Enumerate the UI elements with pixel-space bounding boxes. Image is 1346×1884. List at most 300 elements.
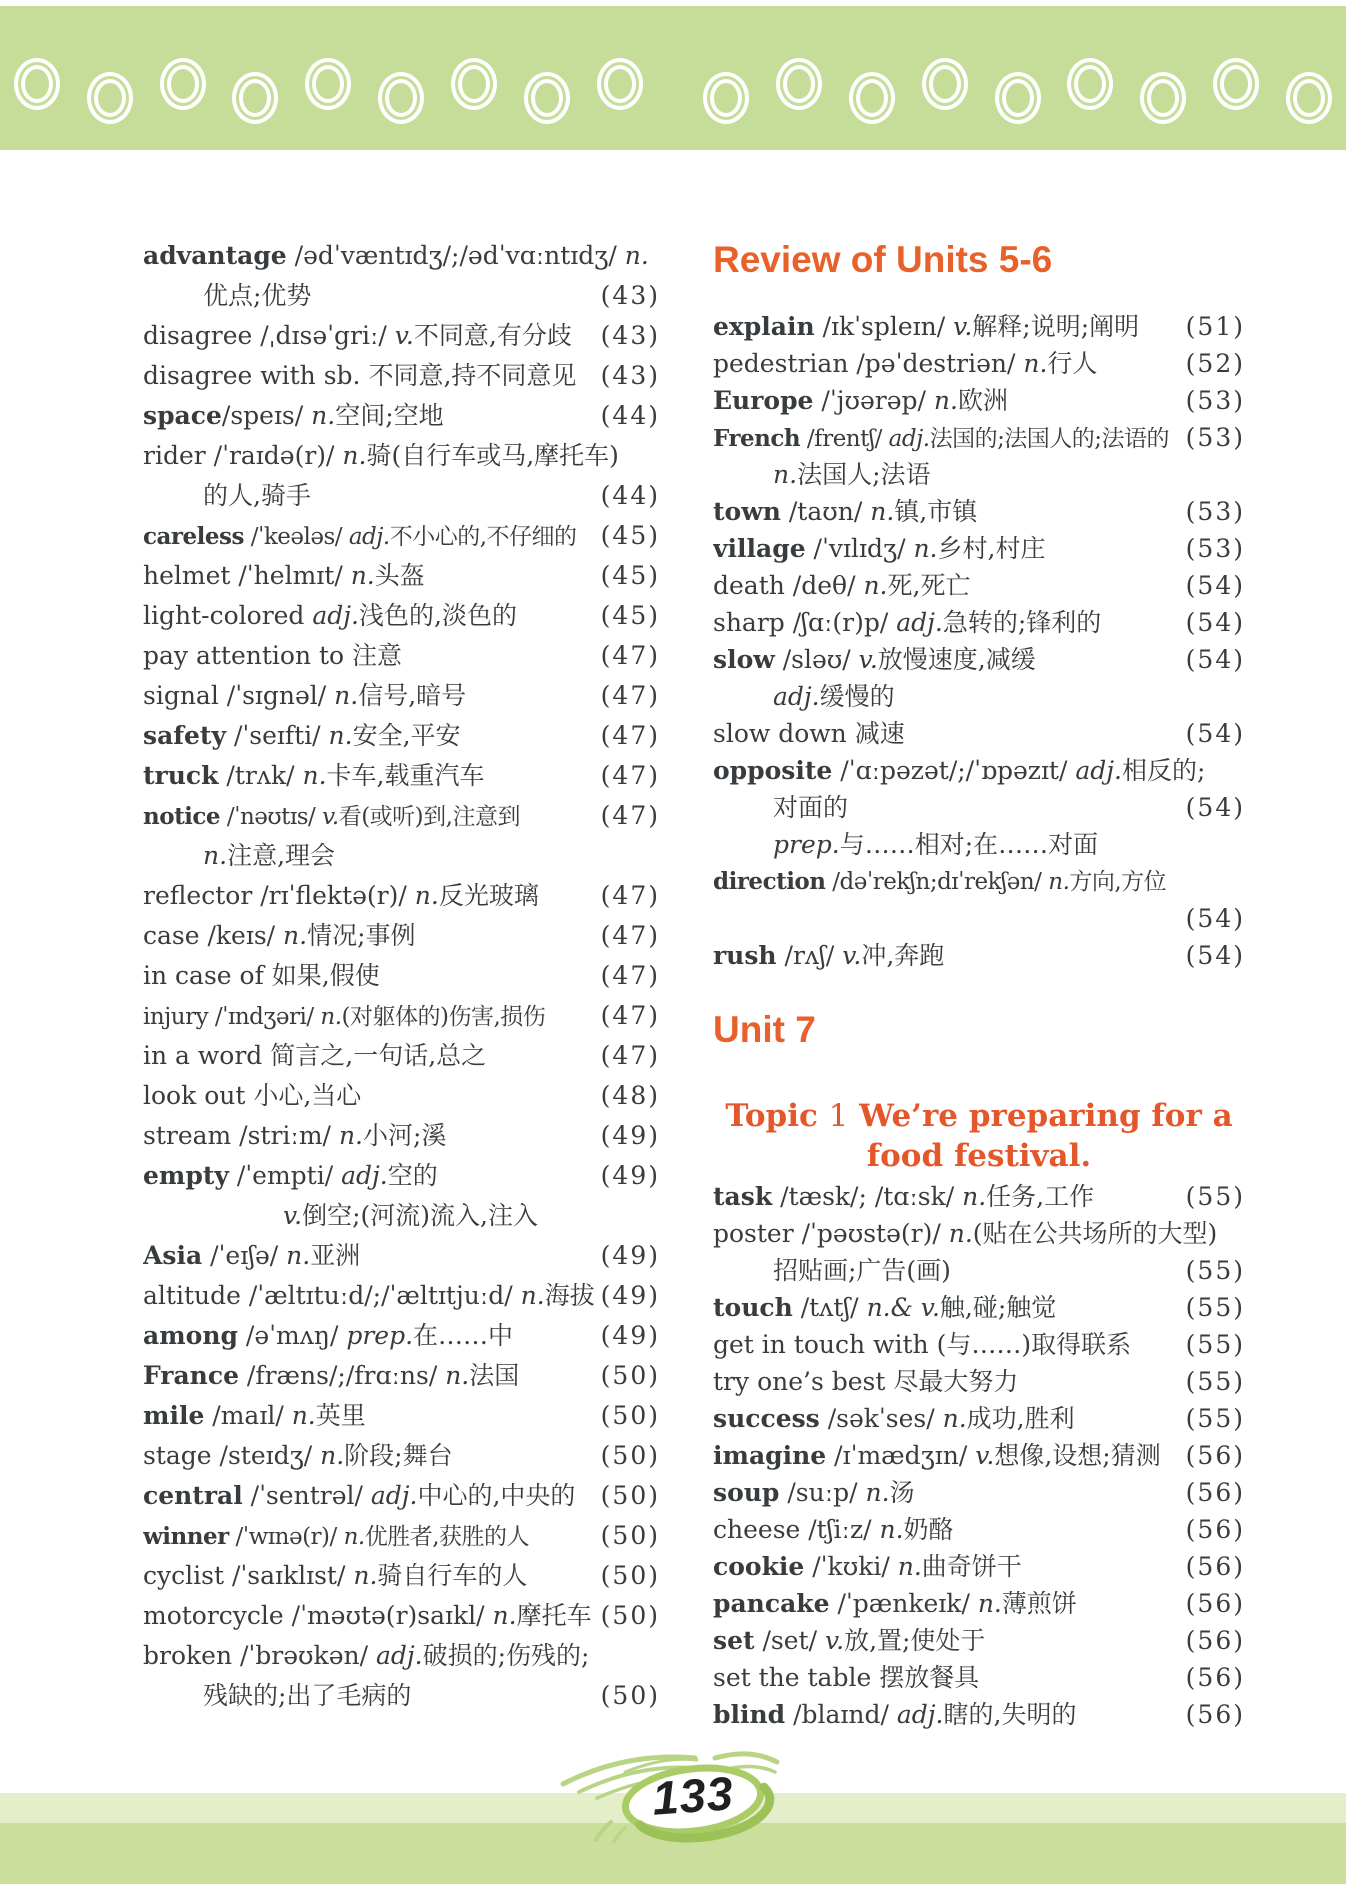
pos-label: v. bbox=[824, 1626, 845, 1655]
entry-text: 行人 bbox=[1047, 349, 1098, 378]
entry-body bbox=[713, 715, 905, 752]
page-ref: (54) bbox=[1185, 645, 1245, 674]
entry-body bbox=[143, 1276, 595, 1316]
page-ref: (47) bbox=[600, 881, 660, 910]
entry-body bbox=[143, 1036, 486, 1076]
entry-line bbox=[143, 1236, 660, 1276]
entry-text: 死,死亡 bbox=[887, 571, 971, 600]
entry-text: 骑自行车的人 bbox=[377, 1561, 528, 1590]
headword: success bbox=[713, 1404, 820, 1433]
entry-body bbox=[713, 937, 944, 974]
page-ref: (48) bbox=[600, 1081, 660, 1110]
entry-line bbox=[713, 937, 1245, 974]
entry-text: 空间;空地 bbox=[335, 401, 444, 430]
entry-line bbox=[713, 419, 1245, 456]
entry-body bbox=[713, 308, 1139, 345]
entry-text: injury /ˈɪndʒəri/ bbox=[143, 1004, 321, 1030]
entry-line bbox=[713, 1622, 1245, 1659]
entry-text: /ˈnəʊtɪs/ bbox=[220, 804, 323, 830]
pos-label: adj. bbox=[375, 1641, 423, 1670]
entry-text: 对面的 bbox=[773, 793, 849, 822]
topic-header-line bbox=[713, 1096, 1245, 1136]
headword: safety bbox=[143, 721, 227, 750]
pos-label: n. bbox=[350, 561, 375, 590]
page-number: 133 bbox=[650, 1766, 736, 1825]
headword: opposite bbox=[713, 756, 833, 785]
entry-line bbox=[143, 836, 660, 876]
page-ref: (47) bbox=[600, 721, 660, 750]
pos-label: n. bbox=[311, 401, 336, 430]
entry-text: altitude /ˈæltɪtuːd/;/ˈæltɪtjuːd/ bbox=[143, 1281, 521, 1310]
entry-text: 小河;溪 bbox=[363, 1121, 447, 1150]
page-ref: (56) bbox=[1185, 1626, 1245, 1655]
ring-icon bbox=[305, 58, 351, 110]
entry-text: 放慢速度,减缓 bbox=[877, 645, 1036, 674]
page-ref: (56) bbox=[1185, 1441, 1245, 1470]
entry-body bbox=[143, 1596, 592, 1636]
pos-label: n. bbox=[286, 1241, 311, 1270]
entry-text: 头盔 bbox=[374, 561, 425, 590]
headword: set bbox=[713, 1626, 755, 1655]
entry-line bbox=[713, 1585, 1245, 1622]
pos-label: v. bbox=[322, 804, 339, 830]
entry-body bbox=[143, 1556, 527, 1596]
entry-line bbox=[713, 567, 1245, 604]
entry-body bbox=[143, 1396, 366, 1436]
pos-label: n. bbox=[520, 1281, 545, 1310]
entry-line bbox=[143, 1676, 660, 1716]
ring-icon bbox=[922, 58, 968, 110]
entry-text: 想像,设想;猜测 bbox=[994, 1441, 1161, 1470]
pos-label: n. bbox=[302, 761, 327, 790]
entry-body bbox=[143, 436, 619, 476]
entry-text: light-colored bbox=[143, 601, 313, 630]
entry-line bbox=[143, 756, 660, 796]
entry-text: 冲,奔跑 bbox=[861, 941, 945, 970]
pos-label: v. bbox=[394, 321, 414, 350]
entry-line bbox=[713, 715, 1245, 752]
entry-line bbox=[713, 752, 1245, 789]
entry-body bbox=[713, 530, 1045, 567]
entry-line bbox=[143, 1596, 660, 1636]
pos-label: n. bbox=[338, 1121, 363, 1150]
entry-line bbox=[713, 493, 1245, 530]
entry-text: 解释;说明;阐明 bbox=[972, 312, 1140, 341]
pos-label: n. bbox=[492, 1601, 517, 1630]
entry-text: /rʌʃ/ bbox=[776, 941, 843, 970]
entry-body bbox=[713, 1696, 1076, 1733]
entry-body bbox=[143, 756, 484, 796]
entry-text: 卡车,载重汽车 bbox=[326, 761, 485, 790]
topic-text: food festival. bbox=[866, 1138, 1092, 1174]
entry-text: 瞎的,失明的 bbox=[943, 1700, 1077, 1729]
entry-text: /ˈɑːpəzət/;/ˈɒpəzɪt/ bbox=[832, 756, 1076, 785]
entry-text: 薄煎饼 bbox=[1001, 1589, 1077, 1618]
entry-text: (对躯体的)伤害,损伤 bbox=[341, 1004, 546, 1030]
entry-line bbox=[713, 1511, 1245, 1548]
ring-icon bbox=[849, 72, 895, 124]
entry-line bbox=[143, 556, 660, 596]
entry-text: cheese /tʃiːz/ bbox=[713, 1515, 880, 1544]
entry-body bbox=[203, 1676, 411, 1716]
headword: blind bbox=[713, 1700, 786, 1729]
entry-line bbox=[713, 1400, 1245, 1437]
page-ref: (56) bbox=[1185, 1552, 1245, 1581]
ring-icon bbox=[87, 72, 133, 124]
page-ref: (54) bbox=[1185, 941, 1245, 970]
entry-line bbox=[143, 1276, 660, 1316]
pos-label: n. bbox=[203, 841, 228, 870]
pos-label: n. bbox=[863, 571, 888, 600]
page-ref: (50) bbox=[600, 1401, 660, 1430]
pos-label: n.& v. bbox=[866, 1293, 940, 1322]
entry-body bbox=[143, 916, 416, 956]
entry-text: death /deθ/ bbox=[713, 571, 864, 600]
pos-label: adj. bbox=[896, 1700, 944, 1729]
ring-icon bbox=[524, 72, 570, 124]
entry-text: 看(或听)到,注意到 bbox=[338, 804, 520, 830]
headword: touch bbox=[713, 1293, 793, 1322]
entry-text: 情况;事例 bbox=[307, 921, 416, 950]
page-ref: (47) bbox=[600, 921, 660, 950]
page-ref: (50) bbox=[600, 1361, 660, 1390]
page-ref: (47) bbox=[600, 761, 660, 790]
page-ref: (55) bbox=[1185, 1293, 1245, 1322]
entry-text: 招贴画;广告(画) bbox=[773, 1256, 951, 1285]
headword: central bbox=[143, 1481, 243, 1510]
page-ref: (43) bbox=[600, 361, 660, 390]
entry-line bbox=[143, 1076, 660, 1116]
headword: mile bbox=[143, 1401, 205, 1430]
pos-label: n. bbox=[320, 1004, 342, 1030]
pos-label: n. bbox=[962, 1182, 987, 1211]
page-ref: (55) bbox=[1185, 1256, 1245, 1285]
entry-line bbox=[143, 1356, 660, 1396]
entry-body bbox=[143, 956, 380, 996]
section-header: Unit 7 bbox=[713, 1009, 816, 1050]
entry-body bbox=[143, 1636, 589, 1676]
page-header-band bbox=[0, 6, 1346, 150]
entry-text: look out 小心,当心 bbox=[143, 1081, 362, 1110]
entry-text: /sləʊ/ bbox=[774, 645, 859, 674]
entry-text: 相反的; bbox=[1121, 756, 1206, 785]
pos-label: n. bbox=[773, 460, 798, 489]
page-ref: (50) bbox=[600, 1521, 660, 1550]
pos-label: n. bbox=[1048, 869, 1070, 895]
page-ref: (53) bbox=[1185, 423, 1245, 452]
entry-body bbox=[143, 356, 576, 396]
ring-icon bbox=[1213, 58, 1259, 110]
entry-text: /tæsk/; /tɑːsk/ bbox=[772, 1182, 963, 1211]
entry-line bbox=[143, 596, 660, 636]
headword: among bbox=[143, 1321, 238, 1350]
headword: task bbox=[713, 1182, 773, 1211]
page-ref: (55) bbox=[1185, 1182, 1245, 1211]
pos-label: adj. bbox=[773, 682, 820, 711]
entry-text: 阶段;舞台 bbox=[344, 1441, 453, 1470]
headword: soup bbox=[713, 1478, 780, 1507]
entry-line bbox=[713, 900, 1245, 937]
entry-text: /ˈkʊki/ bbox=[804, 1552, 898, 1581]
entry-text: helmet /ˈhelmɪt/ bbox=[143, 561, 351, 590]
ring-pattern-decoration bbox=[0, 6, 1346, 150]
ring-icon bbox=[232, 72, 278, 124]
entry-body bbox=[203, 476, 311, 516]
entry-body bbox=[713, 1474, 915, 1511]
entry-body bbox=[143, 596, 517, 636]
entry-line bbox=[143, 436, 660, 476]
page-ref: (56) bbox=[1185, 1478, 1245, 1507]
page-ref: (47) bbox=[600, 801, 660, 830]
ring-icon bbox=[378, 72, 424, 124]
headword: slow bbox=[713, 645, 775, 674]
entry-text: /fræns/;/frɑːns/ bbox=[238, 1361, 446, 1390]
entry-text: 法国 bbox=[469, 1361, 520, 1390]
entry-line bbox=[143, 956, 660, 996]
entry-text: 成功,胜利 bbox=[966, 1404, 1075, 1433]
entry-body bbox=[713, 420, 1169, 458]
headword: village bbox=[713, 534, 806, 563]
entry-text: 破损的;伤残的; bbox=[422, 1641, 590, 1670]
page-ref: (53) bbox=[1185, 497, 1245, 526]
entry-body bbox=[143, 236, 649, 276]
entry-body bbox=[143, 1236, 360, 1276]
pos-label: n. bbox=[414, 881, 439, 910]
page-ref: (52) bbox=[1185, 349, 1245, 378]
ring-icon bbox=[1067, 58, 1113, 110]
page-ref: (50) bbox=[600, 1601, 660, 1630]
entry-text: 反光玻璃 bbox=[438, 881, 539, 910]
page-ref: (53) bbox=[1185, 386, 1245, 415]
entry-text: slow down 减速 bbox=[713, 719, 905, 748]
entry-line bbox=[143, 476, 660, 516]
entry-line bbox=[143, 876, 660, 916]
entry-text: /ˈwɪnə(r)/ bbox=[228, 1524, 344, 1550]
page-ref: (55) bbox=[1185, 1330, 1245, 1359]
entry-line bbox=[713, 1363, 1245, 1400]
entry-text: 安全,平安 bbox=[352, 721, 461, 750]
entry-body bbox=[143, 997, 545, 1037]
ring-icon bbox=[160, 58, 206, 110]
headword: rush bbox=[713, 941, 777, 970]
entry-body bbox=[713, 1511, 954, 1548]
entry-body bbox=[143, 556, 425, 596]
page-ref: (54) bbox=[1185, 608, 1245, 637]
entry-line bbox=[143, 316, 660, 356]
pos-label: n. bbox=[933, 386, 958, 415]
entry-body bbox=[713, 752, 1205, 789]
entry-text: 残缺的;出了毛病的 bbox=[203, 1681, 412, 1710]
entry-text: 汤 bbox=[889, 1478, 915, 1507]
pos-label: prep. bbox=[346, 1321, 414, 1350]
entry-body bbox=[713, 1400, 1075, 1437]
topic-text: 1 bbox=[828, 1098, 849, 1134]
headword: truck bbox=[143, 761, 219, 790]
entry-line bbox=[143, 1556, 660, 1596]
entry-line bbox=[713, 1437, 1245, 1474]
entry-body bbox=[713, 1289, 1056, 1326]
entry-body bbox=[283, 1196, 538, 1236]
entry-line bbox=[143, 916, 660, 956]
entry-text: 放,置;使处于 bbox=[844, 1626, 986, 1655]
entry-text: /trʌk/ bbox=[218, 761, 303, 790]
pos-label: n. bbox=[948, 1219, 973, 1248]
entry-text: /dəˈrekʃn;dɪˈrekʃən/ bbox=[825, 869, 1049, 895]
entry-text: 空的 bbox=[387, 1161, 438, 1190]
entry-body bbox=[143, 1116, 446, 1156]
pos-label: n. bbox=[865, 1478, 890, 1507]
entry-line bbox=[713, 1289, 1245, 1326]
entry-body bbox=[143, 876, 539, 916]
entry-text: 曲奇饼干 bbox=[921, 1552, 1022, 1581]
entry-text: /taʊn/ bbox=[780, 497, 871, 526]
entry-line bbox=[713, 382, 1245, 419]
entry-text: 亚洲 bbox=[310, 1241, 361, 1270]
page-ref: (50) bbox=[600, 1681, 660, 1710]
entry-line bbox=[713, 1178, 1245, 1215]
entry-text: 的人,骑手 bbox=[203, 481, 311, 510]
entry-text: /set/ bbox=[754, 1626, 825, 1655]
entry-body bbox=[773, 1252, 951, 1289]
page-ref: (56) bbox=[1185, 1700, 1245, 1729]
vocab-column-left bbox=[143, 236, 660, 1716]
pos-label: adj. bbox=[1075, 756, 1122, 785]
entry-body bbox=[713, 1178, 1094, 1215]
entry-text: set the table 摆放餐具 bbox=[713, 1663, 980, 1692]
entry-line bbox=[143, 676, 660, 716]
entries-block bbox=[713, 308, 1245, 974]
entry-text: 镇,市镇 bbox=[894, 497, 978, 526]
page-ref: (50) bbox=[600, 1481, 660, 1510]
entry-body bbox=[773, 456, 931, 493]
entry-line bbox=[713, 456, 1245, 493]
pos-label: v. bbox=[858, 645, 878, 674]
page-ref: (56) bbox=[1185, 1515, 1245, 1544]
entry-line bbox=[143, 516, 660, 556]
headword: space bbox=[143, 401, 222, 430]
entry-line bbox=[143, 636, 660, 676]
entry-body bbox=[773, 789, 848, 826]
topic-header bbox=[713, 1096, 1245, 1176]
entry-body bbox=[713, 1437, 1161, 1474]
page-ref: (55) bbox=[1185, 1404, 1245, 1433]
pos-label: n. bbox=[320, 1441, 345, 1470]
page-ref: (49) bbox=[600, 1321, 660, 1350]
entry-text: signal /ˈsɪgnəl/ bbox=[143, 681, 335, 710]
entry-body bbox=[713, 567, 970, 604]
page-ref: (50) bbox=[600, 1561, 660, 1590]
ring-icon bbox=[776, 58, 822, 110]
section-header: Review of Units 5-6 bbox=[713, 239, 1053, 280]
entry-body bbox=[713, 604, 1101, 641]
page-ref: (49) bbox=[600, 1281, 660, 1310]
entry-text: /frentʃ/ bbox=[800, 426, 889, 452]
headword: town bbox=[713, 497, 781, 526]
entry-line bbox=[713, 1696, 1245, 1733]
page-ref: (43) bbox=[600, 321, 660, 350]
entry-text: rider /ˈraɪdə(r)/ bbox=[143, 441, 343, 470]
headword: empty bbox=[143, 1161, 229, 1190]
pos-label: n. bbox=[334, 681, 359, 710]
entry-text: case /keɪs/ bbox=[143, 921, 284, 950]
pos-label: v. bbox=[975, 1441, 995, 1470]
entry-text: /speɪs/ bbox=[221, 401, 312, 430]
entry-text: /ˈkeələs/ bbox=[243, 524, 349, 550]
entry-line bbox=[143, 356, 660, 396]
entry-text: /səkˈses/ bbox=[819, 1404, 943, 1433]
pos-label: n. bbox=[913, 534, 938, 563]
entry-body bbox=[713, 641, 1036, 678]
page-ref: (47) bbox=[600, 1041, 660, 1070]
entry-body bbox=[143, 316, 572, 356]
entry-line bbox=[713, 1474, 1245, 1511]
entry-line bbox=[713, 530, 1245, 567]
entry-text: /ˈseɪfti/ bbox=[226, 721, 329, 750]
entry-text: pay attention to 注意 bbox=[143, 641, 403, 670]
headword: France bbox=[143, 1361, 239, 1390]
page-ref: (47) bbox=[600, 1001, 660, 1030]
entry-line bbox=[713, 641, 1245, 678]
entry-body bbox=[143, 1436, 453, 1476]
page-ref: (45) bbox=[600, 601, 660, 630]
pos-label: n. bbox=[283, 921, 308, 950]
headword: explain bbox=[713, 312, 815, 341]
entry-line bbox=[143, 1196, 660, 1236]
entry-text: broken /ˈbrəʊkən/ bbox=[143, 1641, 376, 1670]
entry-text: 奶酪 bbox=[903, 1515, 954, 1544]
topic-text: We’re preparing for a bbox=[848, 1098, 1233, 1134]
entry-text: 与……相对;在……对面 bbox=[839, 830, 1099, 859]
ring-icon bbox=[451, 58, 497, 110]
pos-label: n. bbox=[328, 721, 353, 750]
entry-body bbox=[713, 1659, 979, 1696]
entry-text: 任务,工作 bbox=[986, 1182, 1095, 1211]
entry-line bbox=[713, 604, 1245, 641]
page-ref: (54) bbox=[1185, 571, 1245, 600]
ring-icon bbox=[1286, 72, 1332, 124]
entry-body bbox=[713, 493, 977, 530]
page-ref: (49) bbox=[600, 1121, 660, 1150]
entry-text: /ˈjʊərəp/ bbox=[813, 386, 934, 415]
entry-text: sharp /ʃɑː(r)p/ bbox=[713, 608, 897, 637]
entries-block bbox=[713, 1178, 1245, 1733]
entry-text: disagree /ˌdɪsəˈgriː/ bbox=[143, 321, 395, 350]
entry-body bbox=[143, 1476, 575, 1516]
entry-text: 不小心的,不仔细的 bbox=[389, 524, 577, 550]
entry-body bbox=[713, 1622, 985, 1659]
entry-line bbox=[143, 796, 660, 836]
entry-text: in case of 如果,假使 bbox=[143, 961, 380, 990]
entry-text: 法国的;法国人的;法语的 bbox=[929, 426, 1170, 452]
entry-body bbox=[203, 836, 335, 876]
entry-body bbox=[143, 396, 444, 436]
entry-text: pedestrian /pəˈdestriən/ bbox=[713, 349, 1024, 378]
entry-line bbox=[143, 1636, 660, 1676]
entry-line bbox=[143, 396, 660, 436]
pos-label: n. bbox=[624, 241, 649, 270]
entry-text: cyclist /ˈsaɪklɪst/ bbox=[143, 1561, 354, 1590]
entry-body bbox=[713, 1585, 1077, 1622]
entry-line bbox=[143, 1316, 660, 1356]
entry-text: /suːp/ bbox=[779, 1478, 866, 1507]
entry-text: /ˈvɪlɪdʒ/ bbox=[805, 534, 914, 563]
page-ref: (47) bbox=[600, 961, 660, 990]
entry-body bbox=[773, 678, 895, 715]
entry-text: /maɪl/ bbox=[204, 1401, 292, 1430]
entry-text: 中心的,中央的 bbox=[417, 1481, 576, 1510]
page-ref: (53) bbox=[1185, 534, 1245, 563]
entry-text: 触,碰;触觉 bbox=[939, 1293, 1057, 1322]
